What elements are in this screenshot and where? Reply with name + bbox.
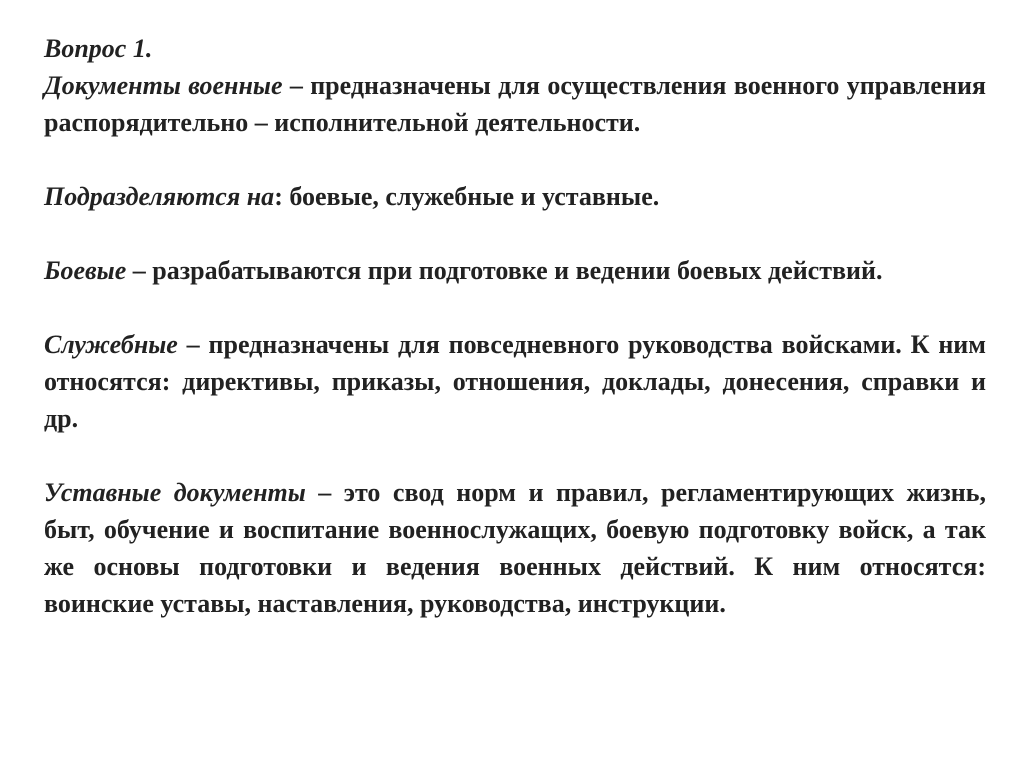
paragraph-combat bbox=[44, 252, 986, 289]
paragraph-service bbox=[44, 326, 986, 437]
definition-service: – предназначены для повседневного руководства войсками. К ним относятся: директивы, приказы, отношения, доклады, донесения, справки и др. bbox=[44, 330, 986, 433]
spacer bbox=[44, 141, 986, 178]
term-statutory: Уставные документы bbox=[44, 478, 306, 507]
term-service: Служебные bbox=[44, 330, 178, 359]
spacer bbox=[44, 437, 986, 474]
paragraph-military-documents bbox=[44, 67, 986, 141]
paragraph-subdivided bbox=[44, 178, 986, 215]
definition-combat: – разрабатываются при подготовке и ведении боевых действий. bbox=[126, 256, 883, 285]
question-title: Вопрос 1. bbox=[44, 34, 153, 63]
paragraph-statutory bbox=[44, 474, 986, 622]
definition-statutory: – это свод норм и правил, регламентирующих жизнь, быт, обучение и воспитание военнослужащих, боевую подготовку войск, а так же основы подготовки и ведения военных действий. К ним относятся: воинские уставы, наставления, руководства, инструкции. bbox=[44, 478, 986, 618]
term-military-documents: Документы военные bbox=[44, 71, 283, 100]
spacer bbox=[44, 289, 986, 326]
spacer bbox=[44, 215, 986, 252]
term-combat: Боевые bbox=[44, 256, 127, 285]
term-subdivided: Подразделяются на bbox=[44, 182, 275, 211]
definition-subdivided: : боевые, служебные и уставные. bbox=[274, 182, 660, 211]
definition-military-documents: – предназначены для осуществления военного управления распорядительно – исполнительной деятельности. bbox=[44, 71, 986, 137]
